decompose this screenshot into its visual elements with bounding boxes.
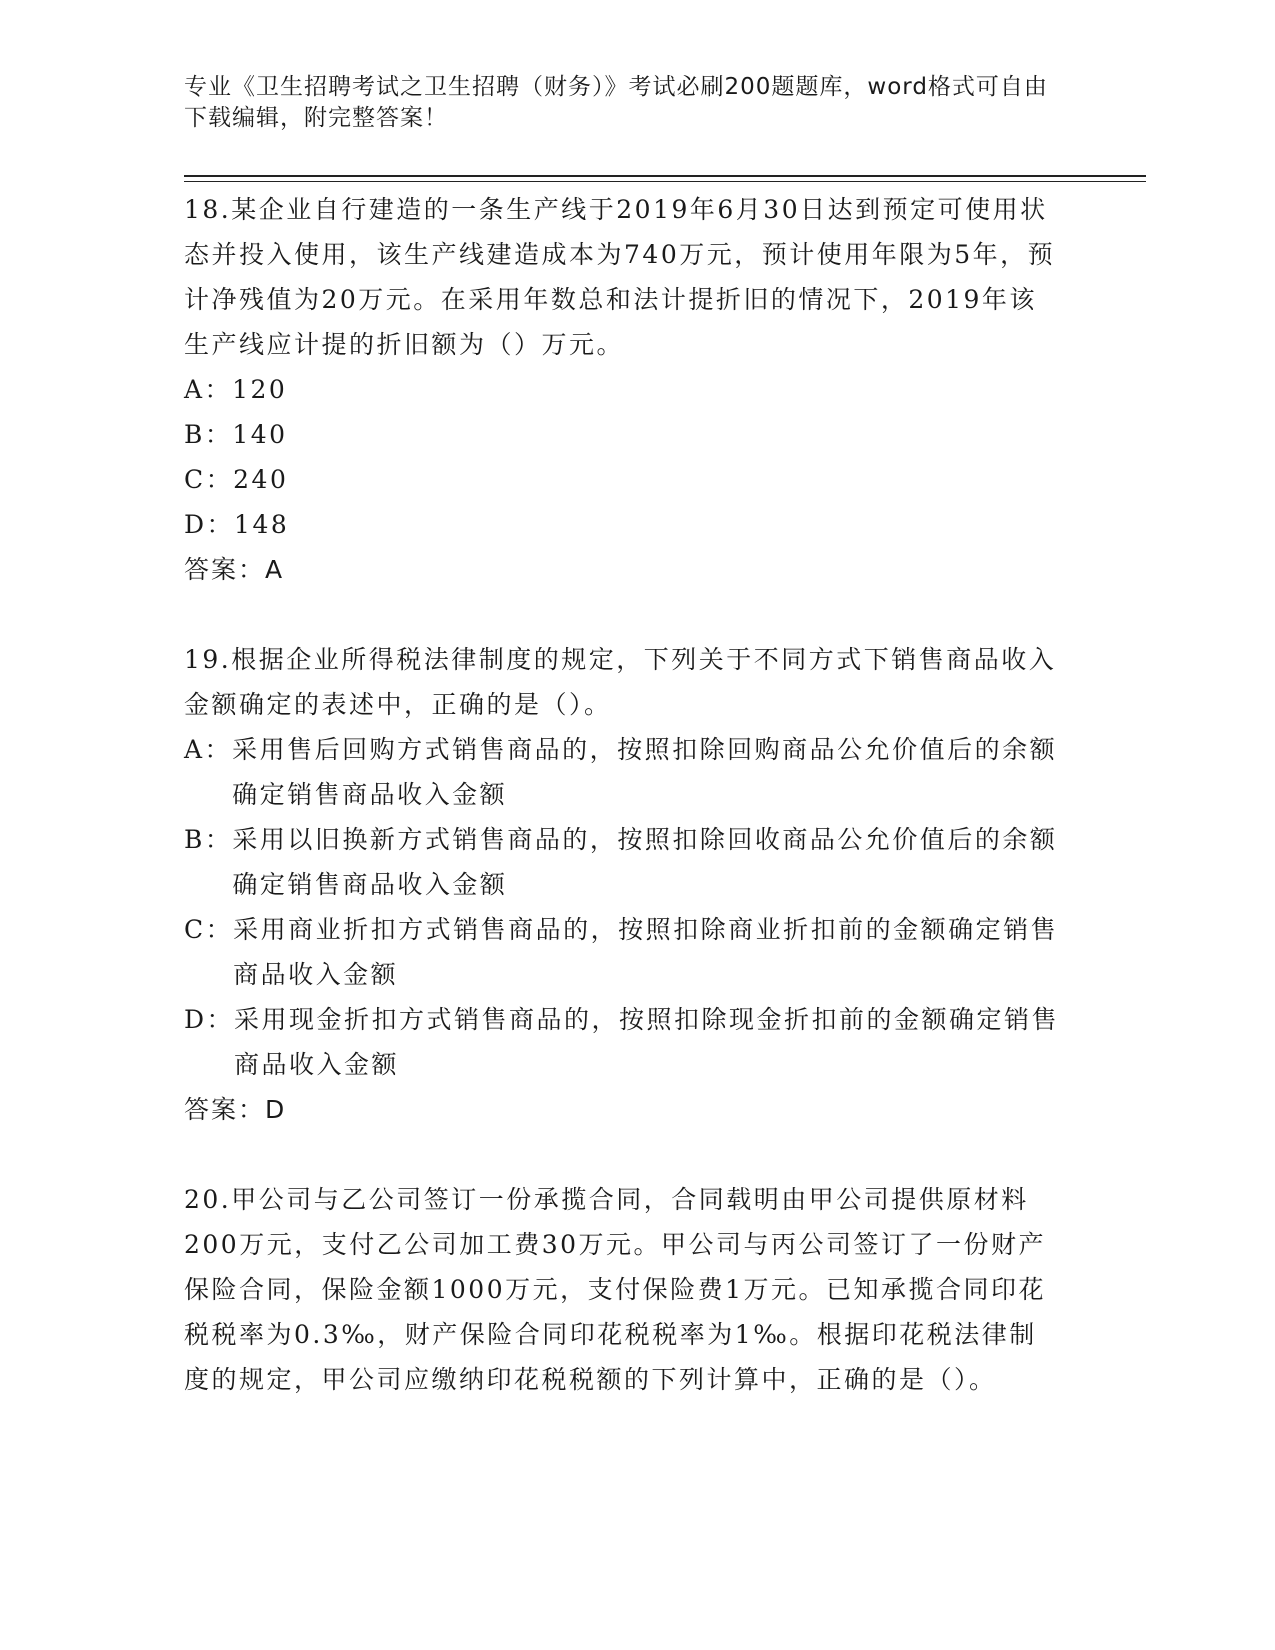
option-text: 120 bbox=[232, 375, 288, 404]
option-a bbox=[184, 727, 1064, 817]
option-a bbox=[184, 367, 1064, 412]
option-label: D： bbox=[184, 1005, 235, 1034]
option-label: A： bbox=[184, 375, 233, 404]
question-stem: 19.根据企业所得税法律制度的规定，下列关于不同方式下销售商品收入金额确定的表述中，正确的是（）。 bbox=[184, 645, 1057, 719]
option-c bbox=[184, 907, 1064, 997]
answer: 答案：D bbox=[184, 1095, 287, 1124]
option-label: C： bbox=[184, 915, 234, 944]
question-stem: 18.某企业自行建造的一条生产线于2019年6月30日达到预定可使用状态并投入使用，该生产线建造成本为740万元，预计使用年限为5年，预计净残值为20万元。在采用年数总和法计提折旧的情况下，2019年该生产线应计提的折旧额为（）万元。 bbox=[184, 195, 1056, 359]
option-text: 采用售后回购方式销售商品的，按照扣除回购商品公允价值后的余额确定销售商品收入金额 bbox=[232, 735, 1058, 809]
question-20 bbox=[184, 1177, 1064, 1402]
option-text: 采用现金折扣方式销售商品的，按照扣除现金折扣前的金额确定销售商品收入金额 bbox=[234, 1005, 1060, 1079]
option-b bbox=[184, 817, 1064, 907]
question-stem: 20.甲公司与乙公司签订一份承揽合同，合同载明由甲公司提供原材料200万元，支付乙公司加工费30万元。甲公司与丙公司签订了一份财产保险合同，保险金额1000万元，支付保险费1万元。已知承揽合同印花税税率为0.3‰，财产保险合同印花税税率为1‰。根据印花税法律制度的规定，甲公司应缴纳印花税税额的下列计算中，正确的是（）。 bbox=[184, 1185, 1047, 1394]
option-label: B： bbox=[184, 420, 233, 449]
option-label: D： bbox=[184, 510, 235, 539]
option-c bbox=[184, 457, 1064, 502]
header-divider-thin bbox=[184, 181, 1146, 182]
question-18 bbox=[184, 187, 1064, 592]
option-d bbox=[184, 997, 1064, 1087]
header-divider-thick bbox=[184, 175, 1146, 177]
option-text: 148 bbox=[234, 510, 290, 539]
option-text: 140 bbox=[232, 420, 288, 449]
option-d bbox=[184, 502, 1064, 547]
option-label: C： bbox=[184, 465, 234, 494]
option-label: A： bbox=[184, 735, 233, 764]
answer: 答案：A bbox=[184, 555, 285, 584]
option-b bbox=[184, 412, 1064, 457]
question-list bbox=[184, 187, 1064, 1447]
option-label: B： bbox=[184, 825, 233, 854]
option-text: 采用以旧换新方式销售商品的，按照扣除回收商品公允价值后的余额确定销售商品收入金额 bbox=[232, 825, 1058, 899]
document-header bbox=[184, 72, 1064, 134]
question-19 bbox=[184, 637, 1064, 1132]
option-text: 240 bbox=[233, 465, 289, 494]
option-text: 采用商业折扣方式销售商品的，按照扣除商业折扣前的金额确定销售商品收入金额 bbox=[233, 915, 1059, 989]
header-title: 专业《卫生招聘考试之卫生招聘（财务）》考试必刷200题题库，word格式可自由下载编辑，附完整答案！ bbox=[184, 74, 1048, 131]
